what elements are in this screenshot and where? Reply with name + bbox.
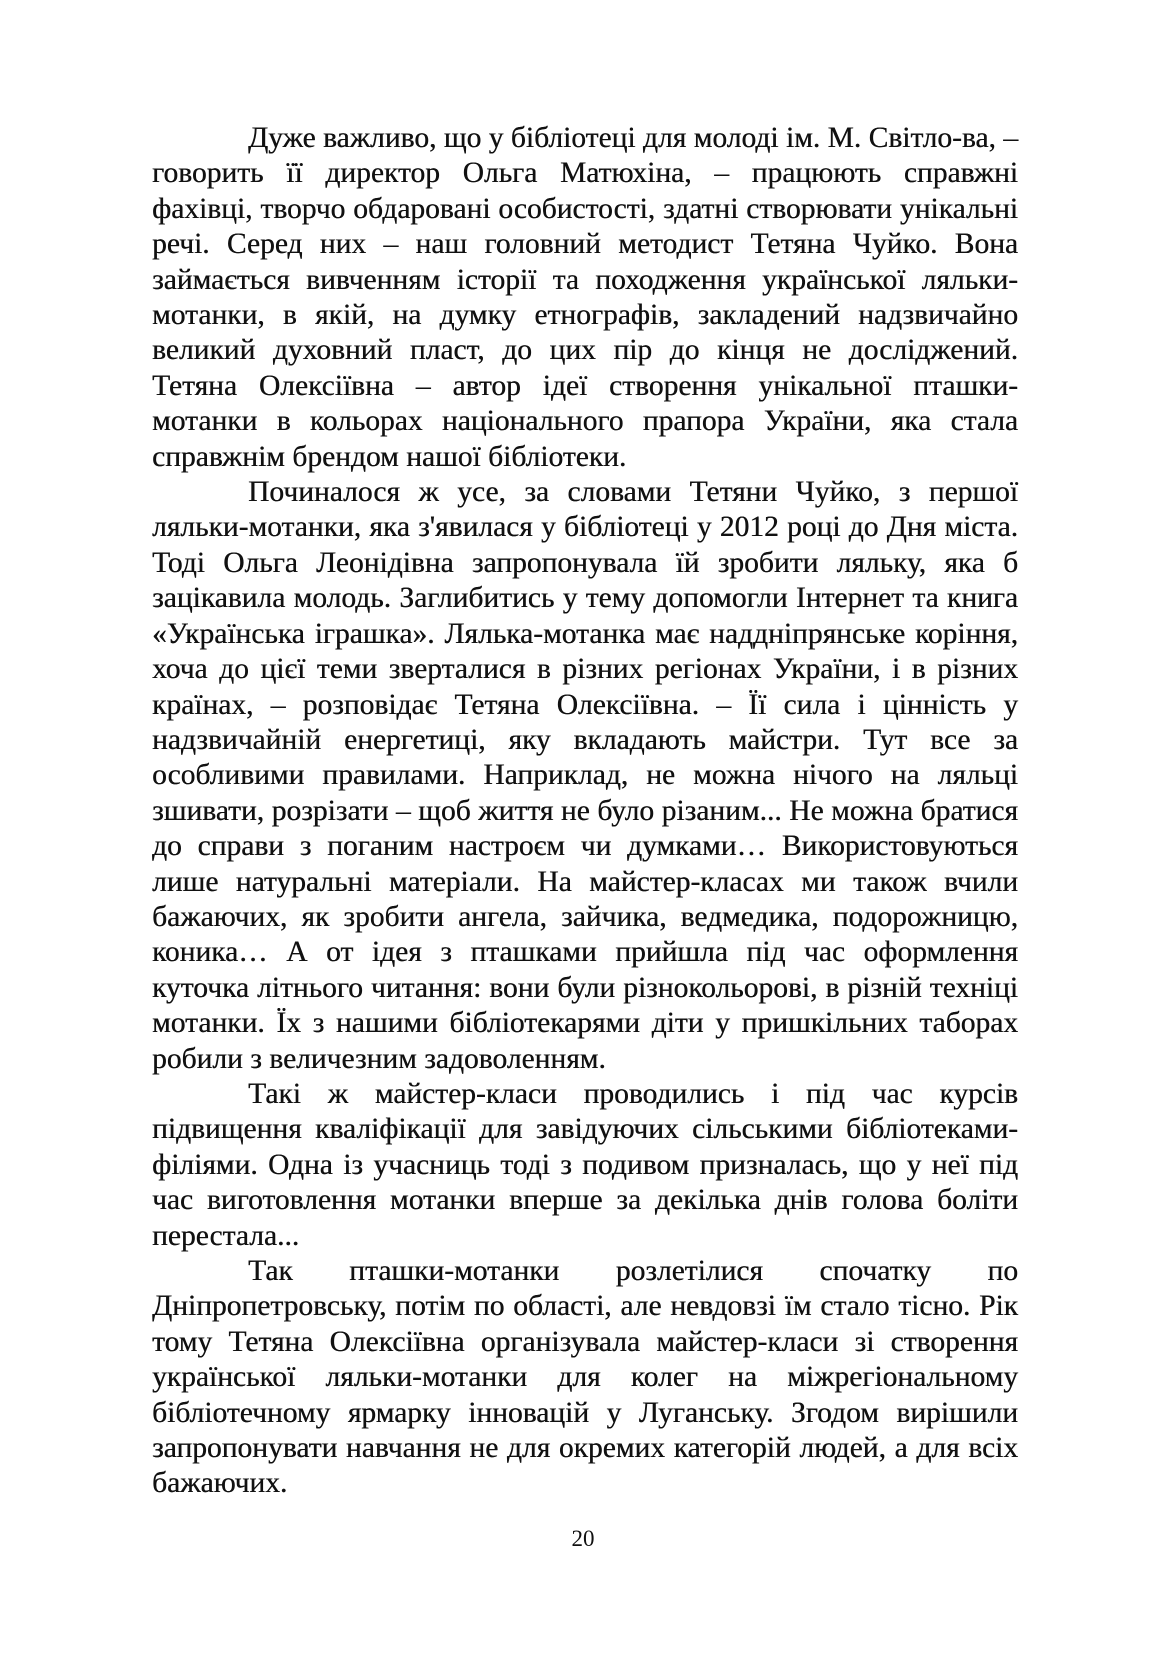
paragraph-2: Починалося ж усе, за словами Тетяни Чуйко, з першої ляльки-мотанки, яка з'явилася у бібліотеці у 2012 році до Дня міста. Тоді Ольга Леонідівна запропонувала їй зробити ляльку, яка б зацікавила молодь. Заглибитись у тему допомогли Інтернет та книга «Українська іграшка». Лялька-мотанка має наддніпрянське коріння, хоча до цієї теми зверталися в різних регіонах України, і в різних країнах, – розповідає Тетяна Олексіївна. – Її сила і цінність у надзвичайній енергетиці, яку вкладають майстри. Тут все за особливими правилами. Наприклад, не можна нічого на ляльці зшивати, розрізати – щоб життя не було різаним... Не можна братися до справи з поганим настроєм чи думками… Використовуються лише натуральні матеріали. На майстер-класах ми також вчили бажаючих, як зробити ангела, зайчика, ведмедика, подорожницю, коника… А от ідея з пташками прийшла під час оформлення куточка літнього читання: вони були різнокольорові, в різній техніці мотанки. Їх з нашими бібліотекарями діти у пришкільних таборах робили з величезним задоволенням.: [152, 476, 1018, 1075]
page-number: 20: [571, 1526, 595, 1551]
paragraph-4: Так пташки-мотанки розлетілися спочатку по Дніпропетровську, потім по області, але невдовзі їм стало тісно. Рік тому Тетяна Олексіївна організувала майстер-класи зі створення української ляльки-мотанки для колег на міжрегіональному бібліотечному ярмарку інновацій у Луганську. Згодом вирішили запропонувати навчання не для окремих категорій людей, а для всіх бажаючих.: [152, 1255, 1018, 1500]
paragraph-1: Дуже важливо, що у бібліотеці для молоді ім. М. Світло-ва, – говорить її директор Ольга Матюхіна, – працюють справжні фахівці, творчо обдаровані особистості, здатні створювати унікальні речі. Серед них – наш головний методист Тетяна Чуйко. Вона займається вивченням історії та походження української ляльки-мотанки, в якій, на думку етнографів, закладений надзвичайно великий духовний пласт, до цих пір до кінця не досліджений. Тетяна Олексіївна – автор ідеї створення унікальної пташки-мотанки в кольорах національного прапора України, яка стала справжнім брендом нашої бібліотеки.: [152, 122, 1018, 473]
body-text: [152, 121, 1018, 1502]
paragraph-3: Такі ж майстер-класи проводились і під час курсів підвищення кваліфікації для завідуючих сільськими бібліотеками-філіями. Одна із учасниць тоді з подивом призналась, що у неї під час виготовлення мотанки вперше за декілька днів голова боліти перестала...: [152, 1077, 1018, 1252]
